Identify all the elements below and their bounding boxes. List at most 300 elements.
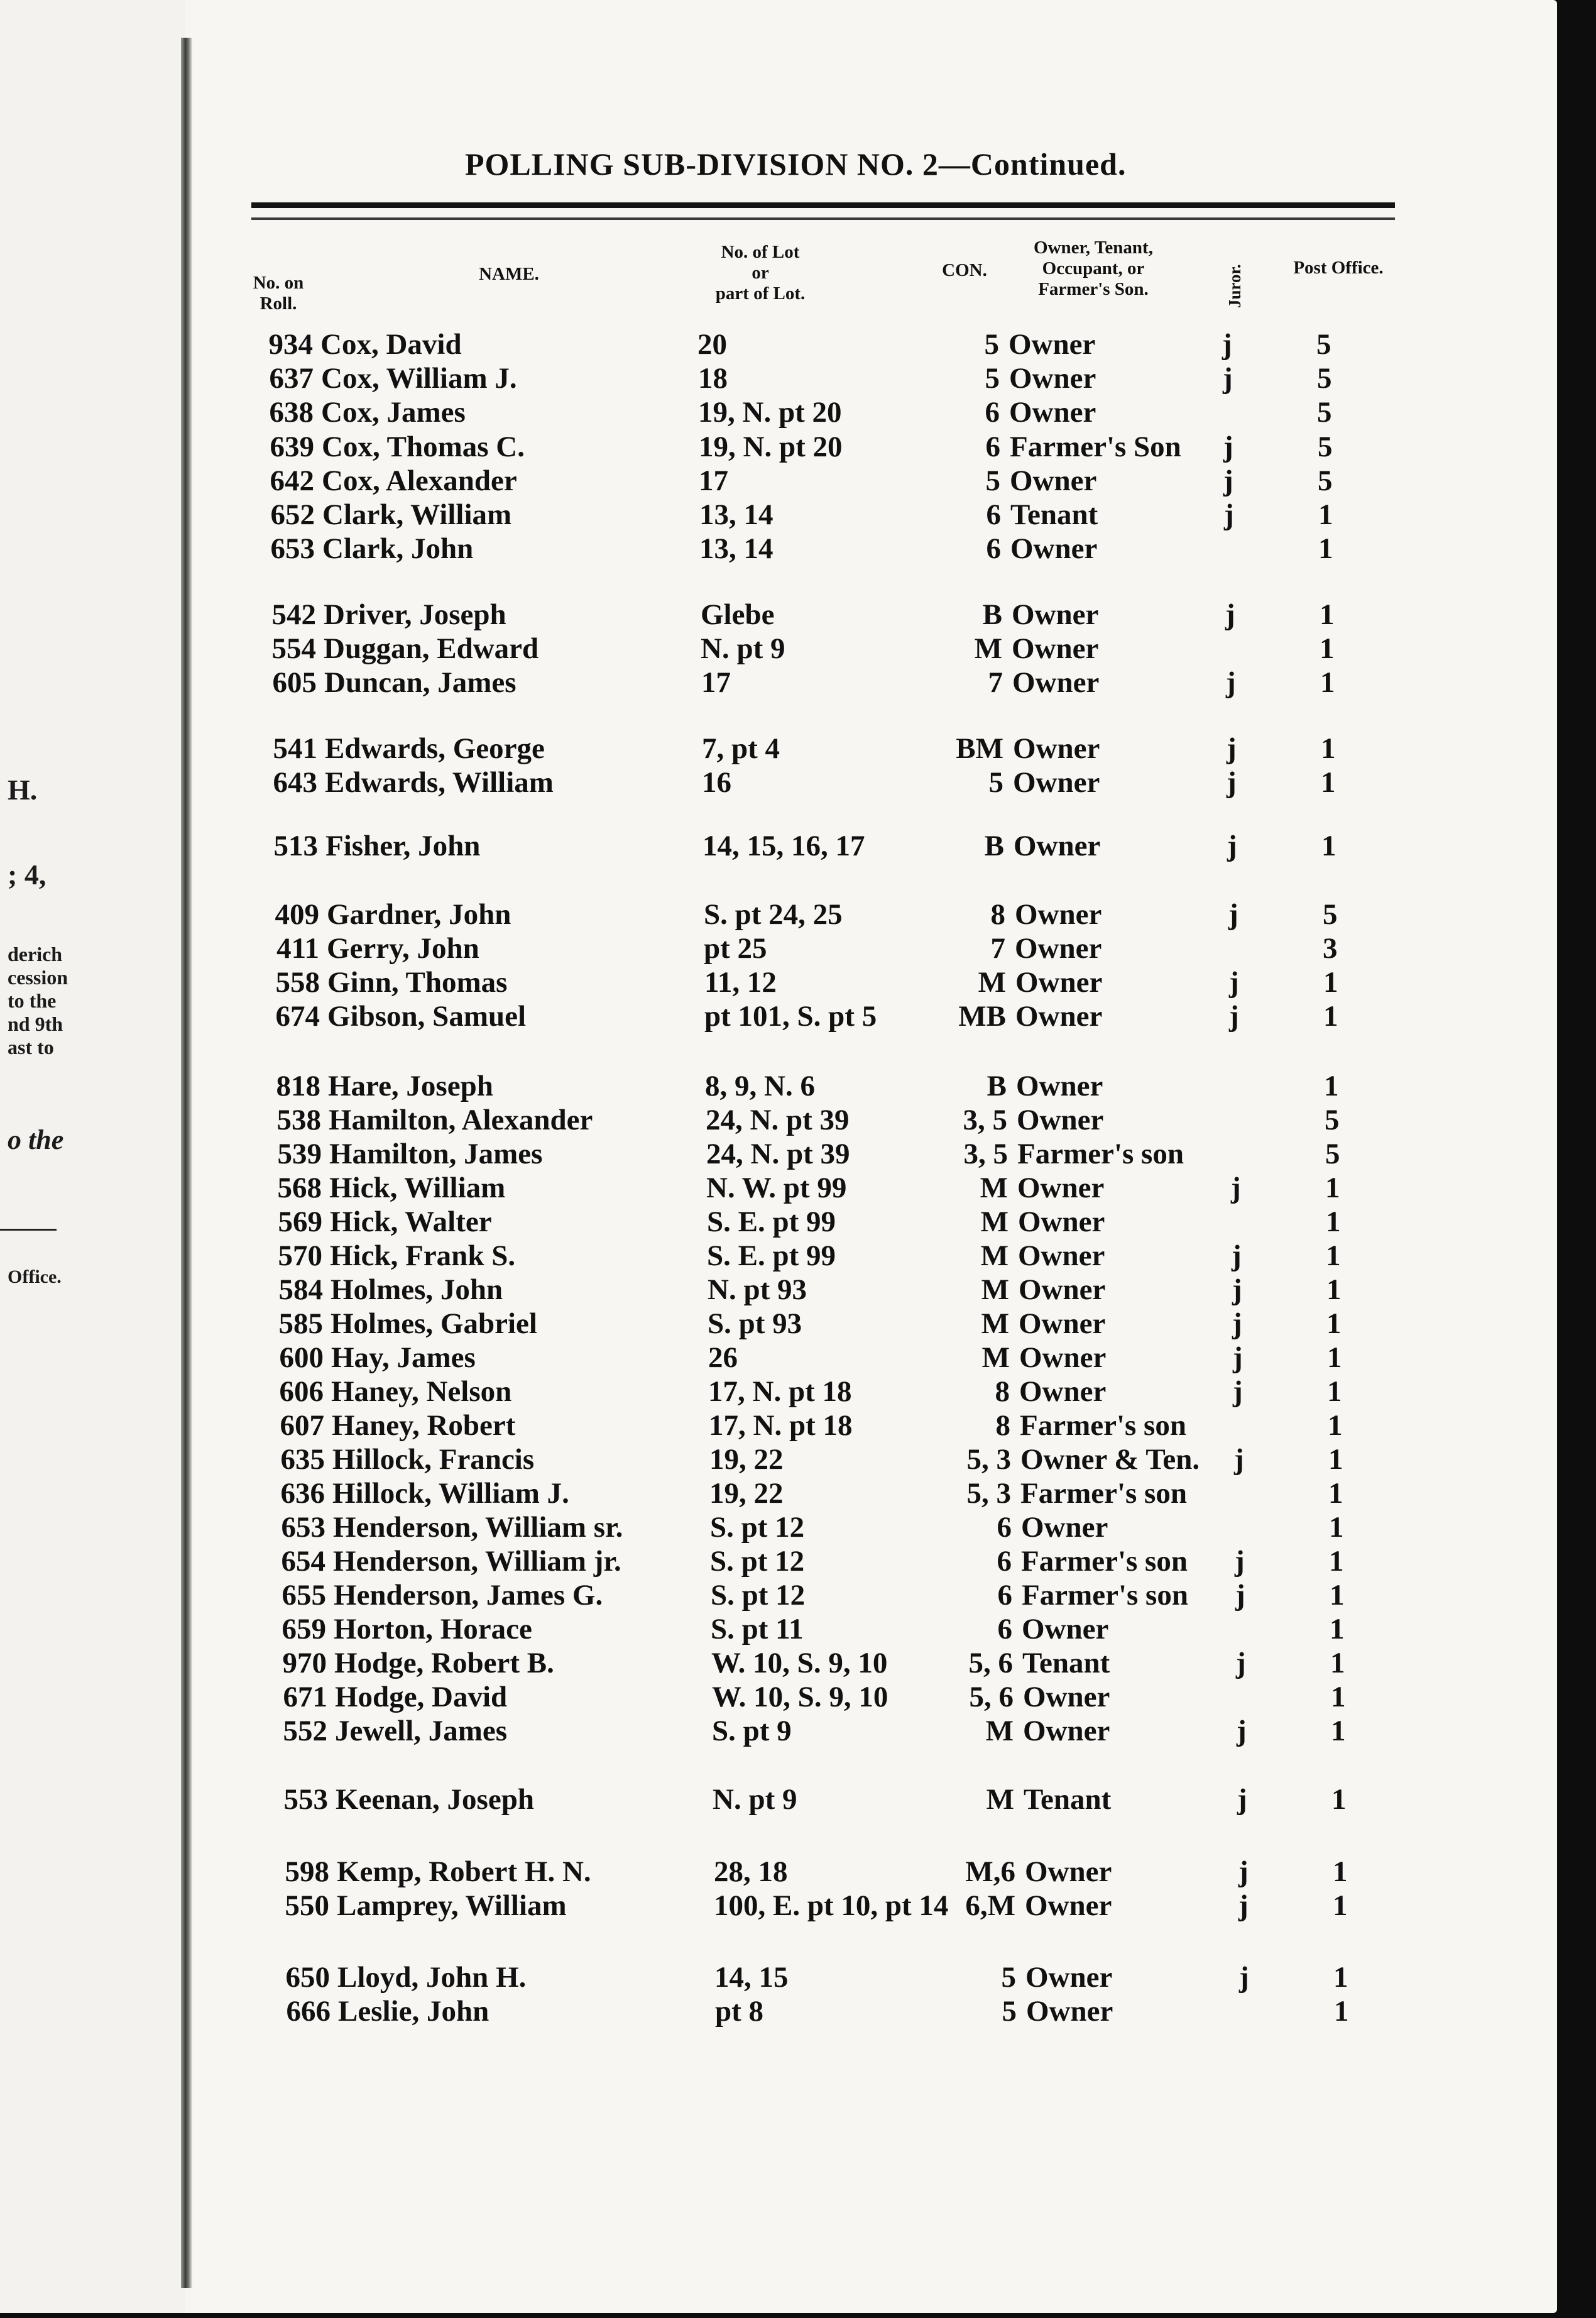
owner-status: Owner bbox=[1015, 932, 1102, 965]
lot-number: 7, pt 4 bbox=[702, 732, 780, 765]
post-office-number: 1 bbox=[1324, 1070, 1339, 1102]
juror-mark: j bbox=[1223, 362, 1233, 395]
juror-mark: j bbox=[1236, 1647, 1246, 1679]
table-row bbox=[0, 1888, 1557, 1923]
concession: 5, 3 bbox=[966, 1477, 1011, 1510]
owner-status: Owner bbox=[1026, 1995, 1113, 2028]
concession: M,6 bbox=[965, 1855, 1015, 1888]
lot-number: S. pt 24, 25 bbox=[704, 898, 843, 931]
concession: 6 bbox=[985, 431, 1000, 463]
post-office-number: 5 bbox=[1323, 898, 1338, 931]
voter-name: Hillock, Francis bbox=[332, 1443, 535, 1476]
roll-number: 970 bbox=[282, 1647, 327, 1679]
table-row bbox=[0, 597, 1557, 632]
voter-name: Cox, David bbox=[320, 328, 462, 361]
margin-fragment: ast to bbox=[8, 1036, 54, 1058]
roll-number: 636 bbox=[280, 1477, 325, 1510]
juror-mark: j bbox=[1233, 1341, 1243, 1374]
concession: 5, 6 bbox=[968, 1647, 1013, 1679]
owner-status: Owner bbox=[1021, 1511, 1108, 1544]
roll-number: 411 bbox=[276, 932, 319, 965]
concession: 7 bbox=[990, 932, 1005, 965]
lot-number: 100, E. pt 10, pt 14 bbox=[714, 1889, 949, 1922]
post-office-number: 1 bbox=[1318, 532, 1333, 565]
concession: M bbox=[980, 1206, 1008, 1238]
owner-status: Owner bbox=[1013, 766, 1100, 799]
voter-name: Hodge, Robert B. bbox=[334, 1647, 554, 1679]
roll-number: 513 bbox=[273, 830, 318, 862]
page-title: POLLING SUB-DIVISION NO. 2—Continued. bbox=[465, 146, 1127, 182]
juror-mark: j bbox=[1227, 732, 1237, 765]
lot-number: 17 bbox=[699, 464, 728, 497]
roll-number: 639 bbox=[270, 431, 314, 463]
voter-name: Jewell, James bbox=[335, 1715, 508, 1747]
juror-mark: j bbox=[1232, 1273, 1242, 1306]
concession: 5, 3 bbox=[966, 1443, 1011, 1476]
concession: 3, 5 bbox=[963, 1138, 1008, 1170]
lot-number: N. pt 93 bbox=[708, 1273, 807, 1306]
lot-number: 19, N. pt 20 bbox=[698, 396, 842, 429]
post-office-number: 1 bbox=[1330, 1647, 1345, 1679]
juror-mark: j bbox=[1231, 1172, 1241, 1204]
roll-number: 568 bbox=[277, 1172, 322, 1204]
owner-status: Farmer's Son bbox=[1010, 431, 1181, 463]
voter-name: Cox, William J. bbox=[321, 362, 517, 395]
lot-number: 17 bbox=[701, 666, 731, 699]
owner-status: Owner bbox=[1009, 396, 1096, 429]
owner-status: Owner bbox=[1012, 666, 1100, 699]
header-post-office: Post Office. bbox=[1293, 258, 1384, 278]
roll-number: 652 bbox=[270, 498, 315, 531]
header-lot-text: No. of Lot or part of Lot. bbox=[715, 242, 806, 304]
lot-number: N. pt 9 bbox=[701, 632, 785, 665]
margin-fragment: nd 9th bbox=[8, 1013, 63, 1035]
concession: 6 bbox=[997, 1545, 1012, 1578]
table-row bbox=[0, 395, 1557, 430]
lot-number: S. E. pt 99 bbox=[707, 1206, 836, 1238]
voter-name: Clark, John bbox=[322, 532, 474, 565]
roll-number: 552 bbox=[283, 1715, 327, 1747]
table-row bbox=[0, 631, 1557, 666]
voter-name: Hay, James bbox=[331, 1341, 476, 1374]
juror-mark: j bbox=[1237, 1715, 1247, 1747]
post-office-number: 1 bbox=[1325, 1172, 1340, 1204]
post-office-number: 1 bbox=[1326, 1273, 1342, 1306]
owner-status: Tenant bbox=[1022, 1647, 1110, 1679]
margin-fragment: ; 4, bbox=[8, 859, 46, 891]
table-row bbox=[0, 1960, 1557, 1995]
owner-status: Owner bbox=[1008, 328, 1096, 361]
lot-number: 13, 14 bbox=[699, 532, 773, 565]
owner-status: Owner bbox=[1012, 598, 1099, 631]
voter-name: Hillock, William J. bbox=[332, 1477, 569, 1510]
owner-status: Owner bbox=[1019, 1307, 1106, 1340]
concession: 6 bbox=[997, 1579, 1012, 1612]
owner-status: Owner bbox=[1015, 966, 1103, 999]
voter-name: Cox, Thomas C. bbox=[322, 431, 525, 463]
concession: 8 bbox=[995, 1375, 1010, 1408]
post-office-number: 5 bbox=[1318, 464, 1333, 497]
table-row bbox=[0, 429, 1557, 464]
concession: 3, 5 bbox=[963, 1104, 1007, 1136]
table-row bbox=[0, 1136, 1557, 1172]
voter-name: Henderson, William sr. bbox=[333, 1511, 623, 1544]
header-status-text: Owner, Tenant, Occupant, or Farmer's Son. bbox=[1034, 238, 1153, 299]
juror-mark: j bbox=[1224, 498, 1234, 531]
post-office-number: 1 bbox=[1333, 1961, 1348, 1994]
voter-name: Hick, Frank S. bbox=[330, 1239, 516, 1272]
post-office-number: 1 bbox=[1333, 1889, 1348, 1922]
lot-number: 19, N. pt 20 bbox=[699, 431, 843, 463]
post-office-number: 1 bbox=[1333, 1855, 1348, 1888]
table-row bbox=[0, 665, 1557, 700]
voter-name: Hick, William bbox=[329, 1172, 506, 1204]
juror-mark: j bbox=[1239, 1961, 1249, 1994]
voter-name: Keenan, Joseph bbox=[336, 1783, 534, 1816]
post-office-number: 1 bbox=[1334, 1995, 1349, 2028]
voter-name: Gerry, John bbox=[327, 932, 479, 965]
post-office-number: 1 bbox=[1331, 1715, 1346, 1747]
concession: 5 bbox=[1001, 1961, 1016, 1994]
roll-number: 818 bbox=[276, 1070, 320, 1102]
owner-status: Owner bbox=[1019, 1273, 1106, 1306]
concession: M bbox=[986, 1783, 1014, 1816]
roll-number: 653 bbox=[270, 532, 315, 565]
juror-mark: j bbox=[1232, 1239, 1242, 1272]
post-office-number: 5 bbox=[1316, 328, 1331, 361]
concession: B bbox=[982, 598, 1002, 631]
owner-status: Owner bbox=[1018, 1239, 1105, 1272]
lot-number: W. 10, S. 9, 10 bbox=[711, 1647, 888, 1679]
lot-number: 11, 12 bbox=[704, 966, 777, 999]
margin-fragment: cession bbox=[8, 966, 68, 989]
roll-number: 585 bbox=[278, 1307, 323, 1340]
lot-number: 19, 22 bbox=[709, 1477, 784, 1510]
owner-status: Owner bbox=[1019, 1375, 1107, 1408]
juror-mark: j bbox=[1228, 898, 1238, 931]
post-office-number: 1 bbox=[1330, 1613, 1345, 1645]
table-row bbox=[0, 531, 1557, 566]
table-row bbox=[0, 1102, 1557, 1138]
owner-status: Owner bbox=[1009, 362, 1096, 395]
post-office-number: 1 bbox=[1320, 598, 1335, 631]
voter-name: Leslie, John bbox=[338, 1995, 489, 2028]
roll-number: 635 bbox=[280, 1443, 325, 1476]
roll-number: 539 bbox=[277, 1138, 322, 1170]
concession: 5 bbox=[985, 464, 1000, 497]
header-name: NAME. bbox=[479, 264, 539, 284]
lot-number: S. pt 12 bbox=[711, 1579, 806, 1612]
post-office-number: 5 bbox=[1325, 1104, 1340, 1136]
post-office-number: 1 bbox=[1330, 1579, 1345, 1612]
juror-mark: j bbox=[1225, 598, 1235, 631]
owner-status: Owner bbox=[1010, 464, 1097, 497]
owner-status: Owner bbox=[1015, 1000, 1103, 1033]
table-row bbox=[0, 1340, 1557, 1375]
voter-name: Haney, Robert bbox=[332, 1409, 516, 1442]
post-office-number: 5 bbox=[1317, 362, 1332, 395]
post-office-number: 1 bbox=[1329, 1545, 1344, 1578]
concession: M bbox=[974, 632, 1002, 665]
juror-mark: j bbox=[1237, 1783, 1247, 1816]
owner-status: Owner bbox=[1016, 1070, 1103, 1102]
lot-number: 24, N. pt 39 bbox=[706, 1104, 850, 1136]
table-row bbox=[0, 1713, 1557, 1749]
concession: 5, 6 bbox=[969, 1681, 1014, 1713]
roll-number: 584 bbox=[278, 1273, 323, 1306]
owner-status: Owner bbox=[1022, 1613, 1109, 1645]
post-office-number: 1 bbox=[1328, 1477, 1343, 1510]
voter-name: Hick, Walter bbox=[330, 1206, 492, 1238]
roll-number: 600 bbox=[279, 1341, 324, 1374]
juror-mark: j bbox=[1227, 830, 1237, 862]
post-office-number: 1 bbox=[1326, 1239, 1341, 1272]
owner-status: Owner bbox=[1017, 1104, 1104, 1136]
lot-number: 24, N. pt 39 bbox=[706, 1138, 850, 1170]
owner-status: Owner bbox=[1014, 830, 1101, 862]
concession: 5 bbox=[988, 766, 1003, 799]
lot-number: 14, 15, 16, 17 bbox=[702, 830, 865, 862]
margin-fragment: H. bbox=[8, 774, 38, 806]
voter-name: Horton, Horace bbox=[334, 1613, 532, 1645]
concession: 7 bbox=[988, 666, 1003, 699]
post-office-number: 1 bbox=[1329, 1511, 1344, 1544]
header-roll-text: No. on Roll. bbox=[253, 273, 304, 314]
voter-name: Edwards, William bbox=[325, 766, 554, 799]
roll-number: 569 bbox=[278, 1206, 322, 1238]
juror-mark: j bbox=[1222, 328, 1232, 361]
owner-status: Tenant bbox=[1010, 498, 1098, 531]
voter-name: Cox, James bbox=[321, 396, 466, 429]
concession: B bbox=[987, 1070, 1007, 1102]
lot-number: pt 101, S. pt 5 bbox=[704, 1000, 877, 1033]
table-row bbox=[0, 999, 1557, 1034]
juror-mark: j bbox=[1226, 666, 1236, 699]
post-office-number: 1 bbox=[1318, 498, 1333, 531]
owner-status: Owner bbox=[1023, 1681, 1110, 1713]
lot-number: 14, 15 bbox=[714, 1961, 789, 1994]
table-row bbox=[0, 1442, 1557, 1477]
roll-number: 570 bbox=[278, 1239, 322, 1272]
voter-name: Ginn, Thomas bbox=[327, 966, 508, 999]
post-office-number: 1 bbox=[1321, 732, 1336, 765]
owner-status: Owner bbox=[1018, 1206, 1105, 1238]
lot-number: 20 bbox=[697, 328, 727, 361]
roll-number: 671 bbox=[283, 1681, 327, 1713]
lot-number: 17, N. pt 18 bbox=[708, 1375, 852, 1408]
lot-number: S. pt 11 bbox=[711, 1613, 804, 1645]
concession: M bbox=[978, 966, 1006, 999]
table-row bbox=[0, 1645, 1557, 1681]
roll-number: 607 bbox=[280, 1409, 324, 1442]
header-juror: Juror. bbox=[1225, 264, 1244, 308]
table-row bbox=[0, 1544, 1557, 1579]
owner-status: Owner bbox=[1015, 898, 1102, 931]
margin-fragment: to the bbox=[8, 989, 57, 1012]
voter-name: Hamilton, Alexander bbox=[329, 1104, 593, 1136]
juror-mark: j bbox=[1229, 966, 1239, 999]
margin-fragment: o the bbox=[8, 1124, 64, 1155]
voter-name: Holmes, Gabriel bbox=[331, 1307, 537, 1340]
table-row bbox=[0, 1170, 1557, 1206]
lot-number: 26 bbox=[708, 1341, 738, 1374]
table-row bbox=[0, 1238, 1557, 1273]
voter-name: Henderson, James G. bbox=[334, 1579, 603, 1612]
roll-number: 550 bbox=[285, 1889, 329, 1922]
voter-name: Clark, William bbox=[322, 498, 512, 531]
roll-number: 934 bbox=[268, 328, 313, 361]
concession: MB bbox=[958, 1000, 1006, 1033]
post-office-number: 1 bbox=[1326, 1307, 1342, 1340]
table-row bbox=[0, 327, 1557, 362]
roll-number: 554 bbox=[271, 632, 316, 665]
owner-status: Owner bbox=[1019, 1341, 1107, 1374]
concession: 6 bbox=[997, 1613, 1012, 1645]
juror-mark: j bbox=[1235, 1545, 1245, 1578]
concession: 6 bbox=[985, 396, 1000, 429]
table-row bbox=[0, 497, 1557, 532]
table-row bbox=[0, 361, 1557, 396]
post-office-number: 1 bbox=[1328, 1409, 1343, 1442]
lot-number: S. pt 12 bbox=[710, 1545, 805, 1578]
post-office-number: 1 bbox=[1321, 830, 1336, 862]
table-row bbox=[0, 1782, 1557, 1817]
roll-number: 538 bbox=[276, 1104, 321, 1136]
lot-number: Glebe bbox=[701, 598, 775, 631]
voter-name: Holmes, John bbox=[331, 1273, 503, 1306]
concession: M bbox=[981, 1307, 1009, 1340]
roll-number: 542 bbox=[271, 598, 316, 631]
voter-name: Haney, Nelson bbox=[331, 1375, 512, 1408]
owner-status: Owner bbox=[1023, 1715, 1110, 1747]
voter-name: Duggan, Edward bbox=[324, 632, 539, 665]
lot-number: pt 25 bbox=[704, 932, 767, 965]
table-row bbox=[0, 1476, 1557, 1511]
owner-status: Farmer's son bbox=[1020, 1409, 1186, 1442]
post-office-number: 3 bbox=[1323, 932, 1338, 965]
voter-name: Hare, Joseph bbox=[328, 1070, 493, 1102]
roll-number: 659 bbox=[281, 1613, 326, 1645]
table-row bbox=[0, 1374, 1557, 1409]
voter-name: Edwards, George bbox=[325, 732, 545, 765]
lot-number: 18 bbox=[698, 362, 728, 395]
juror-mark: j bbox=[1235, 1579, 1245, 1612]
margin-fragment: derich bbox=[8, 943, 63, 965]
post-office-number: 5 bbox=[1318, 431, 1333, 463]
juror-mark: j bbox=[1238, 1855, 1249, 1888]
roll-number: 653 bbox=[281, 1511, 325, 1544]
concession: 8 bbox=[995, 1409, 1010, 1442]
owner-status: Owner bbox=[1025, 1855, 1112, 1888]
roll-number: 642 bbox=[270, 464, 314, 497]
lot-number: 16 bbox=[702, 766, 731, 799]
lot-number: N. W. pt 99 bbox=[706, 1172, 847, 1204]
voter-name: Hodge, David bbox=[335, 1681, 508, 1713]
owner-status: Farmer's son bbox=[1021, 1545, 1188, 1578]
table-row bbox=[0, 965, 1557, 1000]
roll-number: 553 bbox=[283, 1783, 328, 1816]
post-office-number: 1 bbox=[1320, 632, 1335, 665]
juror-mark: j bbox=[1233, 1375, 1243, 1408]
lot-number: 28, 18 bbox=[714, 1855, 788, 1888]
table-row bbox=[0, 1994, 1557, 2029]
owner-status: Farmer's son bbox=[1017, 1138, 1184, 1170]
owner-status: Owner bbox=[1025, 1961, 1113, 1994]
post-office-number: 1 bbox=[1326, 1206, 1341, 1238]
voter-name: Lamprey, William bbox=[337, 1889, 567, 1922]
lot-number: S. pt 93 bbox=[708, 1307, 802, 1340]
post-office-number: 1 bbox=[1331, 1681, 1346, 1713]
roll-number: 643 bbox=[273, 766, 317, 799]
voter-name: Fisher, John bbox=[325, 830, 481, 862]
concession: 6 bbox=[986, 498, 1001, 531]
roll-number: 654 bbox=[281, 1545, 325, 1578]
owner-status: Owner bbox=[1025, 1889, 1112, 1922]
lot-number: 17, N. pt 18 bbox=[709, 1409, 853, 1442]
lot-number: S. pt 9 bbox=[712, 1715, 792, 1747]
owner-status: Owner & Ten. bbox=[1020, 1443, 1200, 1476]
lot-number: N. pt 9 bbox=[713, 1783, 797, 1816]
table-row bbox=[0, 765, 1557, 800]
lot-number: pt 8 bbox=[715, 1995, 764, 2028]
roll-number: 606 bbox=[279, 1375, 324, 1408]
concession: 8 bbox=[990, 898, 1005, 931]
roll-number: 674 bbox=[275, 1000, 320, 1033]
juror-mark: j bbox=[1223, 431, 1233, 463]
lot-number: S. E. pt 99 bbox=[707, 1239, 836, 1272]
post-office-number: 1 bbox=[1331, 1783, 1347, 1816]
roll-number: 558 bbox=[275, 966, 320, 999]
post-office-number: 1 bbox=[1320, 666, 1335, 699]
concession: M bbox=[985, 1715, 1014, 1747]
table-row bbox=[0, 1854, 1557, 1889]
concession: M bbox=[980, 1172, 1008, 1204]
roll-number: 655 bbox=[281, 1579, 326, 1612]
table-row bbox=[0, 1679, 1557, 1715]
table-row bbox=[0, 931, 1557, 966]
voter-name: Henderson, William jr. bbox=[333, 1545, 621, 1578]
owner-status: Owner bbox=[1010, 532, 1098, 565]
table-row bbox=[0, 1578, 1557, 1613]
concession: 6,M bbox=[965, 1889, 1015, 1922]
voter-name: Kemp, Robert H. N. bbox=[337, 1855, 591, 1888]
roll-number: 598 bbox=[285, 1855, 329, 1888]
lot-number: 8, 9, N. 6 bbox=[705, 1070, 815, 1102]
juror-mark: j bbox=[1223, 464, 1233, 497]
post-office-number: 1 bbox=[1321, 766, 1336, 799]
table-row bbox=[0, 1510, 1557, 1545]
table-row bbox=[0, 731, 1557, 766]
table-row bbox=[0, 1204, 1557, 1239]
voter-name: Driver, Joseph bbox=[324, 598, 506, 631]
post-office-number: 1 bbox=[1327, 1341, 1342, 1374]
post-office-number: 5 bbox=[1325, 1138, 1340, 1170]
owner-status: Tenant bbox=[1024, 1783, 1112, 1816]
concession: 6 bbox=[986, 532, 1001, 565]
voter-name: Gardner, John bbox=[327, 898, 511, 931]
owner-status: Farmer's son bbox=[1022, 1579, 1188, 1612]
concession: M bbox=[981, 1341, 1010, 1374]
table-row bbox=[0, 828, 1557, 864]
roll-number: 638 bbox=[269, 396, 314, 429]
lot-number: 19, 22 bbox=[709, 1443, 784, 1476]
voter-name: Lloyd, John H. bbox=[337, 1961, 527, 1994]
post-office-number: 5 bbox=[1317, 396, 1332, 429]
lot-number: 13, 14 bbox=[699, 498, 773, 531]
voter-name: Cox, Alexander bbox=[322, 464, 517, 497]
roll-number: 666 bbox=[286, 1995, 331, 2028]
post-office-number: 1 bbox=[1323, 1000, 1338, 1033]
